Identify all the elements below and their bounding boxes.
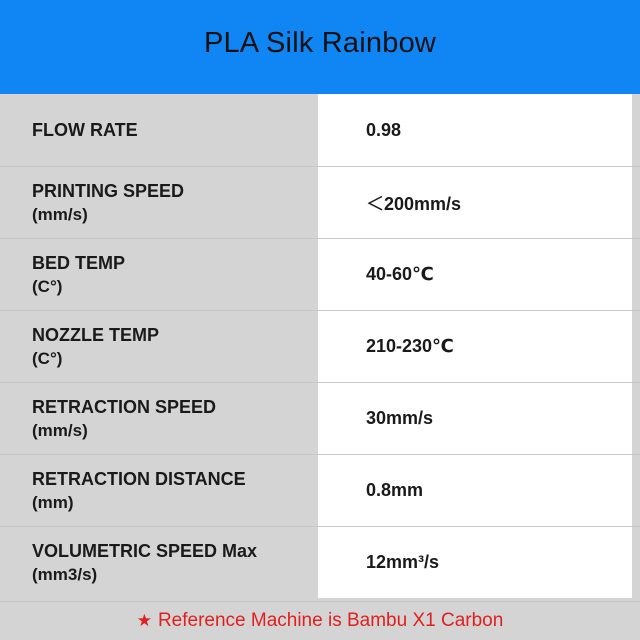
row-value: 12mm³/s [366, 552, 440, 572]
row-label-cell [0, 167, 318, 238]
row-label: RETRACTION DISTANCE [32, 468, 246, 489]
row-gutter [632, 239, 640, 310]
row-label-cell [0, 527, 318, 598]
row-value: 0.8mm [366, 480, 424, 500]
row-gutter [632, 167, 640, 238]
row-unit: (mm/s) [32, 204, 88, 224]
row-label-cell [0, 383, 318, 454]
row-label-cell [0, 455, 318, 526]
row-unit: (mm3/s) [32, 564, 98, 584]
row-label: FLOW RATE [32, 120, 138, 140]
row-label: NOZZLE TEMP [32, 324, 159, 345]
row-unit: (C°) [32, 276, 63, 296]
row-value: 30mm/s [366, 408, 434, 428]
row-value: 40-60℃ [366, 264, 434, 284]
row-value-cell [318, 239, 632, 310]
row-value-cell [318, 527, 632, 598]
row-label-cell [0, 311, 318, 382]
footer-note [0, 601, 640, 640]
row-gutter [632, 383, 640, 454]
star-icon: ★ [136, 611, 152, 630]
table-row [0, 454, 640, 526]
row-value-cell [318, 94, 632, 166]
table-row [0, 526, 640, 598]
row-unit: (mm) [32, 492, 74, 512]
row-value: ＜200mm/s [366, 193, 462, 214]
row-unit: (mm/s) [32, 420, 88, 440]
table-row [0, 382, 640, 454]
row-label: PRINTING SPEED [32, 180, 185, 201]
row-unit: (C°) [32, 348, 63, 368]
row-gutter [632, 455, 640, 526]
row-value-cell [318, 311, 632, 382]
row-label-cell [0, 94, 318, 166]
row-label-cell [0, 239, 318, 310]
footer-text: Reference Machine is Bambu X1 Carbon [157, 610, 504, 631]
row-gutter [632, 527, 640, 598]
row-value: 210-230℃ [366, 336, 454, 356]
table-row [0, 238, 640, 310]
spec-table [0, 94, 640, 598]
row-value: 0.98 [366, 119, 402, 140]
row-label: RETRACTION SPEED [32, 396, 217, 417]
row-gutter [632, 311, 640, 382]
table-row [0, 94, 640, 166]
row-label: BED TEMP [32, 252, 126, 273]
header-banner [0, 0, 640, 94]
table-row [0, 166, 640, 238]
row-label: VOLUMETRIC SPEED Max [32, 540, 258, 561]
row-gutter [632, 94, 640, 166]
row-value-cell [318, 167, 632, 238]
table-row [0, 310, 640, 382]
page-title: PLA Silk Rainbow [203, 26, 437, 59]
row-value-cell [318, 455, 632, 526]
row-value-cell [318, 383, 632, 454]
